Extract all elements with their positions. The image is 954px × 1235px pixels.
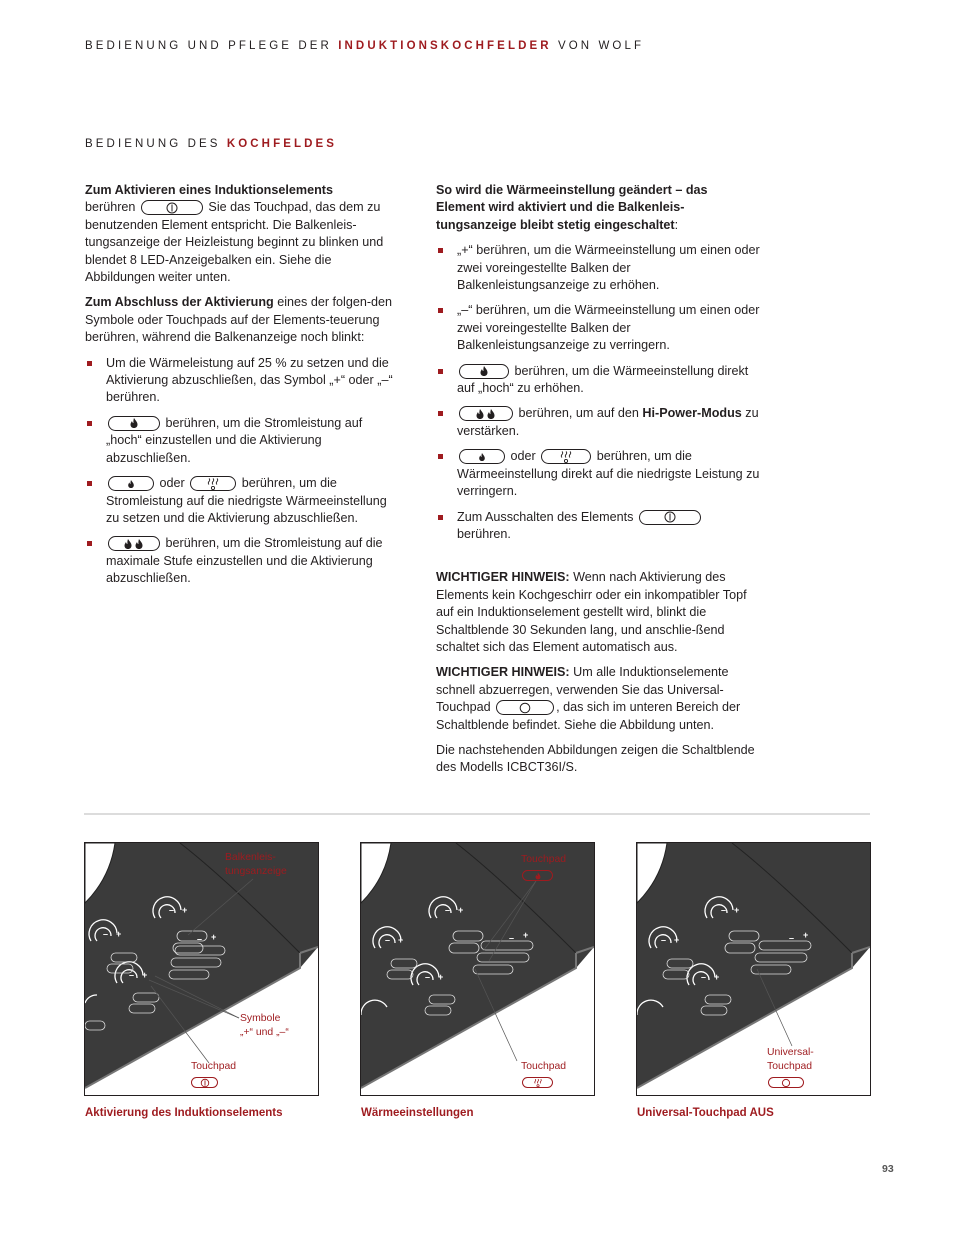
- label-symbols: Symbole „+“ und „–“: [240, 1013, 289, 1038]
- label-bar-display: Balkenleis- tungsanzeige: [225, 852, 287, 877]
- svg-text:+: +: [734, 905, 740, 915]
- activation-pre: berühren: [85, 200, 136, 215]
- double-flame-icon: [459, 406, 513, 421]
- list-item: berühren, um auf den Hi-Power-Modus zu verstärken.: [436, 405, 760, 440]
- double-flame-icon: [108, 536, 160, 551]
- svg-text:–: –: [445, 905, 451, 915]
- cooktop-illustration: [361, 843, 594, 1095]
- section-highlight: KOCHFELDES: [226, 138, 338, 150]
- header-prefix: BEDIENUNG UND PFLEGE DER: [85, 40, 339, 52]
- section-prefix: BEDIENUNG DES: [85, 138, 227, 150]
- divider: [84, 813, 870, 815]
- svg-text:+: +: [803, 930, 809, 940]
- svg-text:–: –: [701, 972, 707, 982]
- list-item: berühren, um die Stromleistung auf die maximale Stufe einzustellen und die Aktivierung abzuschließen.: [85, 535, 393, 587]
- flame-small-icon: [459, 449, 505, 464]
- bullet-icon: [438, 308, 443, 313]
- svg-text:–: –: [129, 970, 135, 980]
- cooktop-illustration: [637, 843, 870, 1095]
- bullet-icon: [87, 361, 92, 366]
- bullet-icon: [438, 411, 443, 416]
- bullet-icon: [87, 421, 92, 426]
- activation-text: Sie das Touchpad, das dem zu benutzenden Element entspricht. Die Balkenleis-tungsanzeige der Heizleistung beginnt zu blinken und blendet 8 LED-Anzeigebalken ein. Siehe die Abbildungen weiter unten.: [85, 200, 384, 285]
- bullet-icon: [87, 481, 92, 486]
- universal-circle-icon: [496, 700, 554, 715]
- page-number: 93: [882, 1163, 894, 1175]
- cooktop-illustration: [85, 843, 318, 1095]
- list-item: „–“ berühren, um die Wärmeeinstellung um einen oder zwei voreingestellte Balken der Balkenleistungsanzeige zu verringern.: [436, 302, 760, 354]
- svg-text:–: –: [509, 933, 515, 943]
- flame-icon: [108, 416, 160, 431]
- caption-heat-settings: Wärmeeinstellungen: [361, 1107, 474, 1119]
- label-touchpad-top: Touchpad: [521, 854, 567, 865]
- svg-text:–: –: [169, 905, 175, 915]
- svg-text:+: +: [674, 935, 680, 945]
- completion-list: [85, 355, 393, 588]
- note-paragraph-2: WICHTIGER HINWEIS: Um alle Induktionselemente schnell abzuerregen, verwenden Sie das Universal-Touchpad , das sich im unteren Bereich der Schaltblende befindet. Siehe die Abbildung unten.: [436, 665, 741, 732]
- flame-small-icon: [108, 476, 154, 491]
- completion-paragraph: [85, 294, 393, 346]
- list-item: „+“ berühren, um die Wärmeeinstellung um einen oder zwei voreingestellte Balken der Balkenleistungsanzeige zu erhöhen.: [436, 242, 760, 294]
- svg-text:+: +: [182, 905, 188, 915]
- svg-text:+: +: [142, 970, 148, 980]
- svg-text:–: –: [721, 905, 727, 915]
- list-item: Zum Ausschalten des Elements berühren.: [436, 509, 760, 544]
- figure-heat-settings: [360, 842, 595, 1096]
- svg-text:–: –: [661, 935, 667, 945]
- svg-text:–: –: [425, 972, 431, 982]
- svg-text:–: –: [385, 935, 391, 945]
- list-item: Um die Wärmeleistung auf 25 % zu setzen und die Aktivierung abzuschließen, das Symbol „+“ oder „–“ berühren.: [85, 355, 393, 407]
- label-universal-touchpad: Universal- Touchpad: [767, 1047, 814, 1072]
- note-paragraph-1: WICHTIGER HINWEIS: Wenn nach Aktivierung des Elements kein Kochgeschirr oder ein inkompatibler Topf auf ein Induktionselement gestellt wird, blinkt die Schaltblende 30 Sekunden lang, und anschlie-ßend schaltet sich das Element automatisch aus.: [436, 570, 747, 654]
- header-highlight: INDUKTIONSKOCHFELDER: [338, 40, 552, 52]
- flame-icon: [522, 870, 553, 881]
- simmer-icon: [541, 449, 591, 464]
- bullet-icon: [438, 454, 443, 459]
- list-item: oder berühren, um die Wärmeeinstellung direkt auf die niedrigste Leistung zu verringern.: [436, 448, 760, 500]
- svg-text:–: –: [103, 929, 109, 939]
- svg-text:–: –: [789, 933, 795, 943]
- bullet-icon: [438, 248, 443, 253]
- completion-text: eines der folgen-den Symbole oder Touchpads auf der Elements-teuerung berühren, während die Balkenanzeige noch blinkt:: [85, 295, 393, 345]
- svg-text:+: +: [398, 935, 404, 945]
- svg-text:+: +: [438, 972, 444, 982]
- header-suffix: VON WOLF: [551, 40, 645, 52]
- svg-text:+: +: [116, 929, 122, 939]
- activation-title: Zum Aktivieren eines Induktionselements: [85, 183, 333, 197]
- svg-text:+: +: [458, 905, 464, 915]
- caption-universal-off: Universal-Touchpad AUS: [637, 1107, 774, 1119]
- label-touchpad: Touchpad: [191, 1061, 237, 1072]
- svg-text:–: –: [197, 934, 203, 944]
- simmer-icon: [522, 1077, 553, 1088]
- figure-universal-off: [636, 842, 871, 1096]
- model-paragraph: Die nachstehenden Abbildungen zeigen die Schaltblende des Modells ICBCT36I/S.: [436, 742, 755, 775]
- list-item: berühren, um die Stromleistung auf „hoch“ einzustellen und die Aktivierung abzuschließen.: [85, 415, 393, 467]
- flame-icon: [459, 364, 509, 379]
- list-item: berühren, um die Wärmeeinstellung direkt auf „hoch“ zu erhöhen.: [436, 363, 760, 398]
- bullet-icon: [438, 515, 443, 520]
- change-heat-title: So wird die Wärmeeinstellung geändert – das Element wird aktiviert und die Balkenleis-tungsanzeige bleibt stetig eingeschaltet:: [436, 183, 708, 232]
- list-item: oder berühren, um die Stromleistung auf die niedrigste Wärmeeinstellung zu setzen und die Aktivierung abzuschließen.: [85, 475, 393, 527]
- simmer-icon: [190, 476, 236, 491]
- left-column: [85, 182, 393, 596]
- svg-text:+: +: [211, 932, 217, 942]
- change-heat-list: [436, 242, 760, 543]
- power-icon: [191, 1077, 218, 1088]
- power-icon: [639, 510, 701, 525]
- right-column: [436, 182, 760, 785]
- running-header: [85, 40, 644, 52]
- universal-circle-icon: [768, 1077, 804, 1088]
- figure-activation: [84, 842, 319, 1096]
- bullet-icon: [87, 541, 92, 546]
- caption-activation: Aktivierung des Induktionselements: [85, 1107, 283, 1119]
- section-title: [85, 138, 337, 150]
- svg-text:+: +: [714, 972, 720, 982]
- power-icon: [141, 200, 203, 215]
- completion-title: Zum Abschluss der Aktivierung: [85, 295, 274, 310]
- label-touchpad-bottom: Touchpad: [521, 1061, 567, 1072]
- bullet-icon: [438, 369, 443, 374]
- activation-paragraph: [85, 182, 393, 286]
- svg-text:+: +: [523, 930, 529, 940]
